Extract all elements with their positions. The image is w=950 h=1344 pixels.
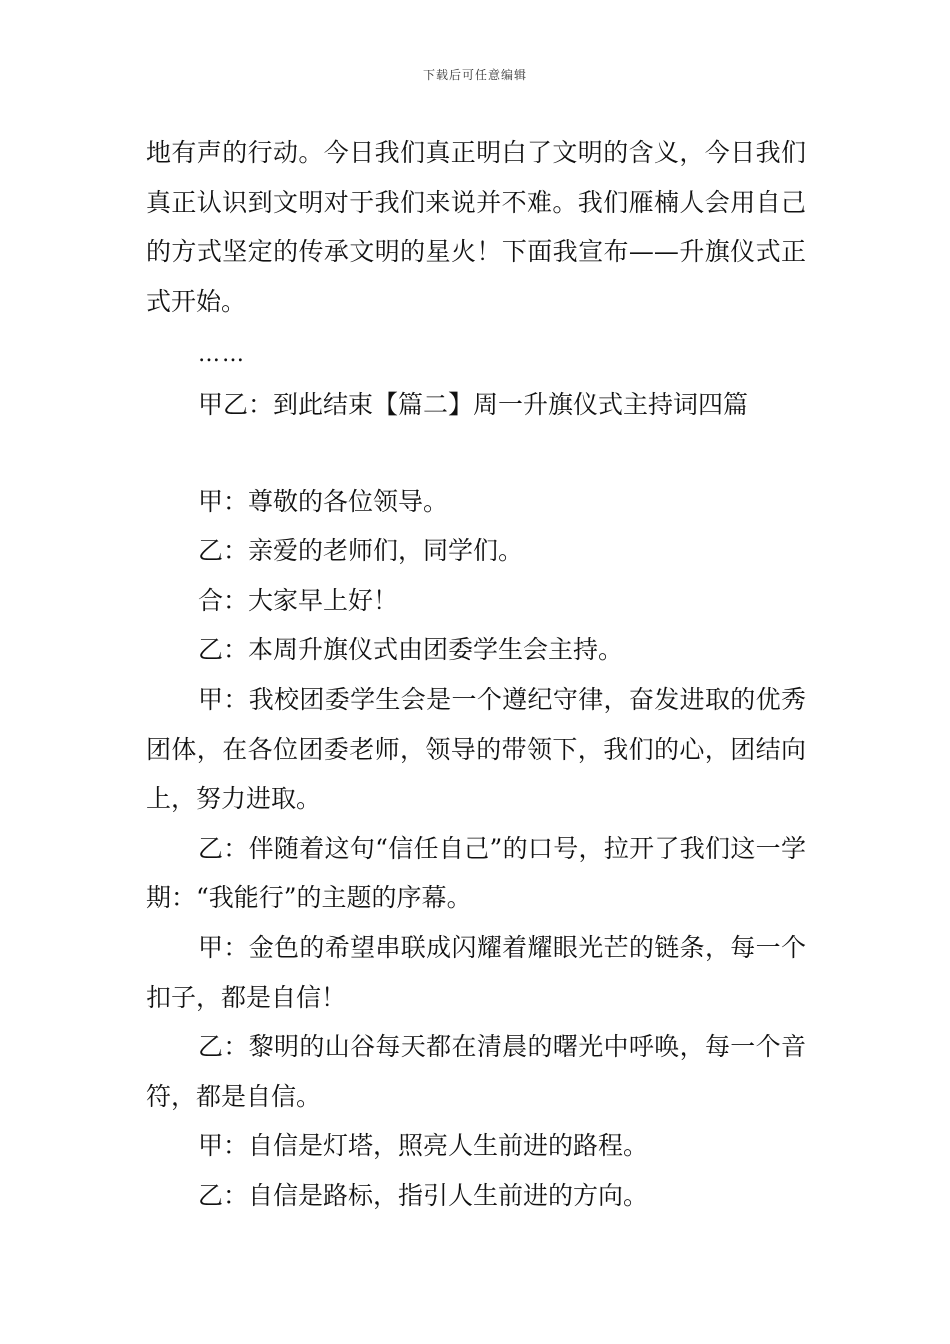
blank-line (146, 430, 806, 477)
paragraph: 甲：金色的希望串联成闪耀着耀眼光芒的链条，每一个扣子，都是自信！ (146, 932, 806, 1012)
paragraph: 乙：自信是路标，指引人生前进的方向。 (198, 1180, 649, 1210)
paragraph: 甲：尊敬的各位领导。 (198, 486, 449, 516)
paragraph: 乙：黎明的山谷每天都在清晨的曙光中呼唤，每一个音符，都是自信。 (146, 1032, 806, 1111)
section-heading: 甲乙：到此结束【篇二】周一升旗仪式主持词四篇 (198, 389, 749, 419)
paragraph: 乙：亲爱的老师们，同学们。 (198, 536, 524, 566)
paragraph: 合：大家早上好！ (198, 585, 399, 615)
page-header: 下载后可任意编辑 (422, 68, 527, 82)
ellipsis-line: …… (198, 342, 246, 368)
paragraph: 地有声的行动。今日我们真正明白了文明的含义，今日我们真正认识到文明对于我们来说并不难。我们雁楠人会用自己的方式坚定的传承文明的星火！下面我宣布——升旗仪式正式开始。 (146, 138, 806, 316)
paragraph: 乙：伴随着这句“信任自己”的口号，拉开了我们这一学期：“我能行”的主题的序幕。 (146, 833, 806, 913)
paragraph: 甲：我校团委学生会是一个遵纪守律，奋发进取的优秀团体，在各位团委老师，领导的带领下，我们的心，团结向上，努力进取。 (146, 684, 806, 814)
paragraph: 甲：自信是灯塔，照亮人生前进的路程。 (198, 1131, 649, 1161)
paragraph: 乙：本周升旗仪式由团委学生会主持。 (198, 635, 624, 665)
document-body (146, 128, 806, 1220)
